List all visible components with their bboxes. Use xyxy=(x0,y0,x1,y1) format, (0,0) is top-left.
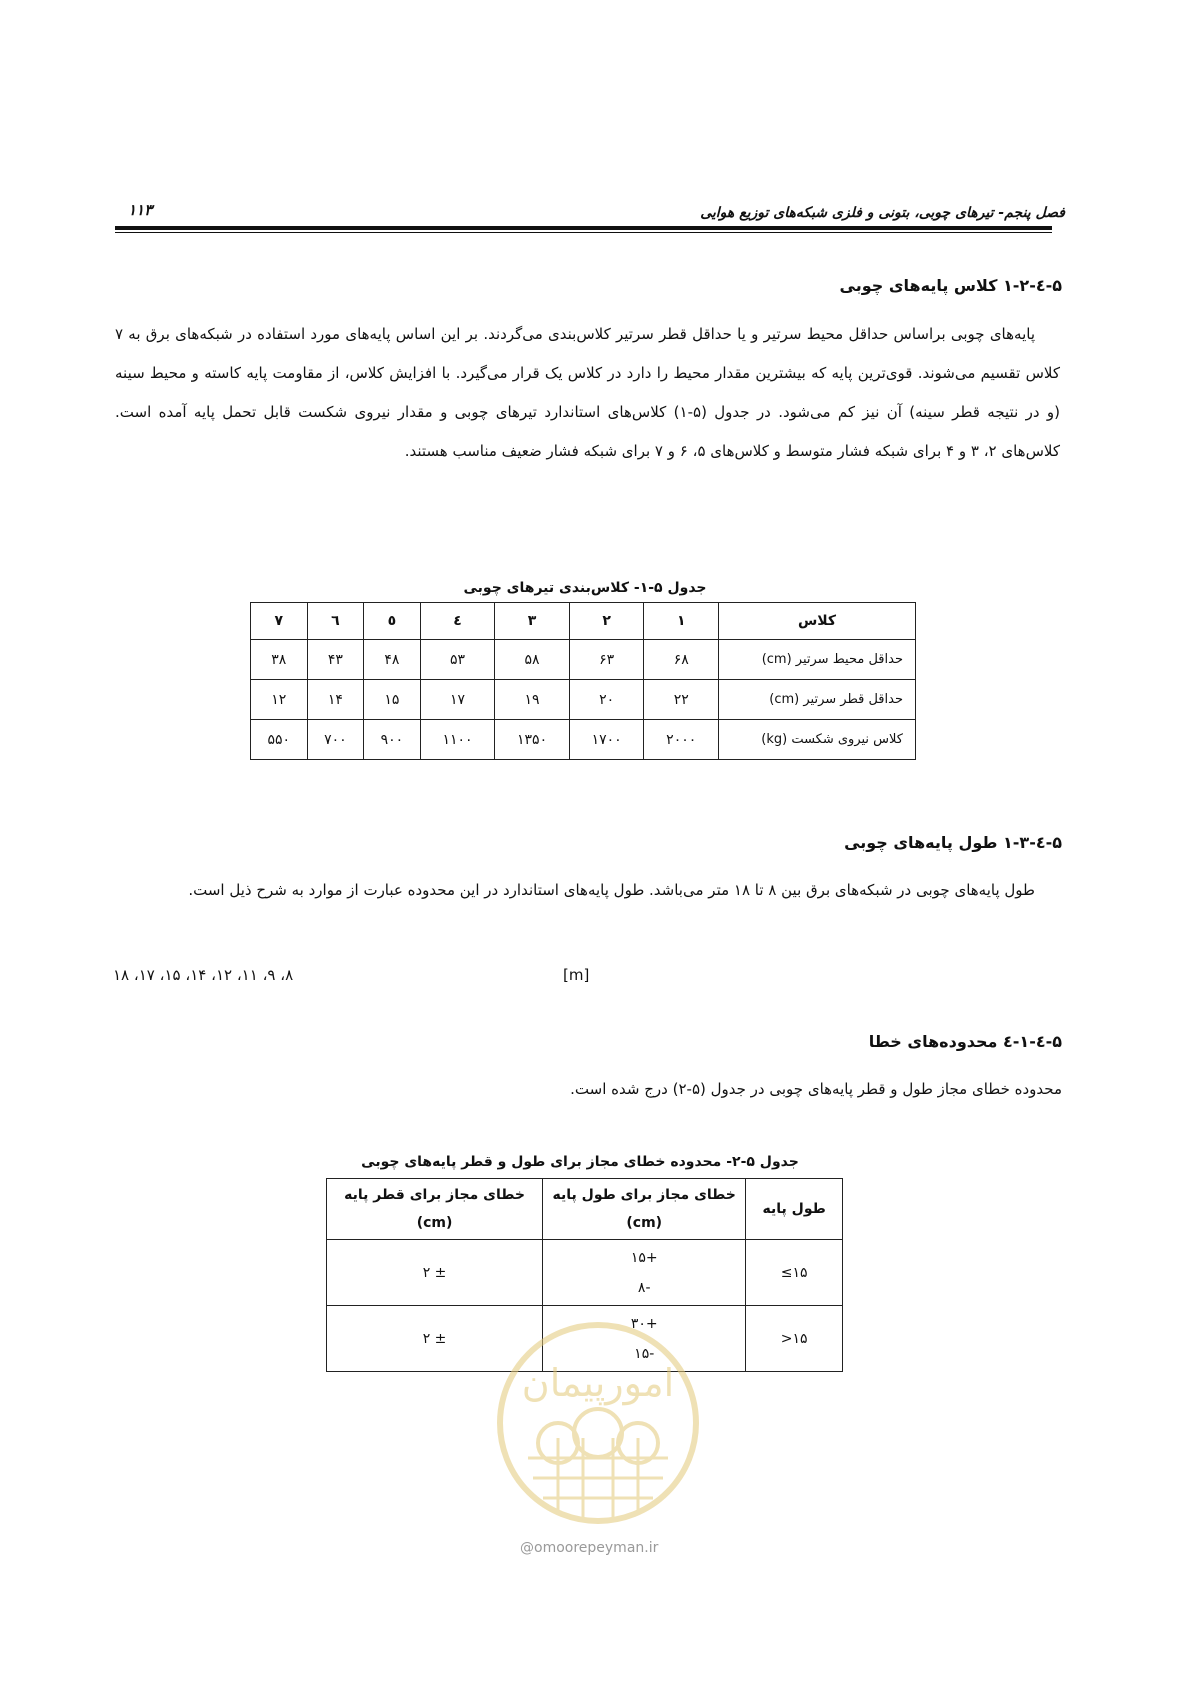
table-cell: ۲۰۰۰ xyxy=(644,720,719,760)
header-text: خطای مجاز برای طول پایه xyxy=(552,1187,736,1203)
table-cell: ۵۵۰ xyxy=(251,720,308,760)
table-cell: ۵۸ xyxy=(495,640,570,680)
table-cell xyxy=(543,1240,746,1306)
paragraph-text: پایه‌های چوبی براساس حداقل محیط سرتیر و یا حداقل قطر سرتیر کلاس‌بندی می‌گردند. بر این اساس پایه‌های مورد استفاده در شبکه‌های برق به ۷ کلاس تقسیم می‌شوند. قوی‌ترین پایه که بیشترین مقدار محیط را دارد در کلاس یک قرار می‌گیرد. با افزایش کلاس، از مقاومت پایه کاسته و محیط سینه (و در نتیجه قطر سینه) آن نیز کم می‌شود. در جدول (۵-۱) کلاس‌های استاندارد تیرهای چوبی و مقدار نیروی شکست قابل تحمل پایه آمده است. کلاس‌های ۲، ۳ و ۴ برای شبکه فشار متوسط و کلاس‌های ۵، ۶ و ۷ برای شبکه فشار ضعیف مناسب هستند. xyxy=(115,325,1061,460)
watermark-site: @omoorepeyman.ir xyxy=(520,1540,659,1556)
table-cell: ۱۵ xyxy=(364,680,421,720)
section-heading-tolerance: ۵-٤-۱-٤ محدوده‌های خطا xyxy=(868,1032,1062,1051)
watermark-ring xyxy=(500,1325,696,1521)
table-row xyxy=(251,640,916,680)
header-rule-thin xyxy=(115,232,1052,233)
table-cell: ۱۷ xyxy=(420,680,495,720)
table-cell: ۷۰۰ xyxy=(307,720,364,760)
section-heading-length: ۵-٤-۱-۳ طول پایه‌های چوبی xyxy=(844,833,1062,852)
table-header-cell: ۱ xyxy=(644,603,719,640)
header-unit: (cm) xyxy=(416,1215,453,1231)
standard-lengths: ۸، ۹، ۱۱، ۱۲، ۱۴، ۱۵، ۱۷، ۱۸ xyxy=(113,966,294,984)
section-paragraph-tolerance: محدوده خطای مجاز طول و قطر پایه‌های چوبی در جدول (۵-۲) درج شده است. xyxy=(570,1080,1062,1098)
table-cell: ۱۵≥ xyxy=(746,1240,843,1306)
table-header-cell: ٦ xyxy=(307,603,364,640)
table-cell: ۲۰ xyxy=(569,680,644,720)
table-cell: ۱۹ xyxy=(495,680,570,720)
class-table xyxy=(250,602,916,760)
table-cell: ۱۲ xyxy=(251,680,308,720)
watermark-logo-text: امورپیمان xyxy=(521,1361,675,1405)
section-paragraph-length xyxy=(115,871,1060,910)
header-text: خطای مجاز برای قطر پایه xyxy=(344,1187,525,1203)
table-cell: ۴۳ xyxy=(307,640,364,680)
table-cell: ۱۱۰۰ xyxy=(420,720,495,760)
table-header-cell: ۲ xyxy=(569,603,644,640)
table-cell: ۱۳۵۰ xyxy=(495,720,570,760)
section-paragraph-class xyxy=(115,315,1060,471)
tolerance-plus: +۱۵ xyxy=(630,1249,658,1266)
length-unit: [m] xyxy=(563,966,590,984)
table2-caption: جدول ۵-۲- محدوده خطای مجاز برای طول و قطر پایه‌های چوبی xyxy=(361,1154,799,1170)
tolerance-minus: -۸ xyxy=(637,1279,651,1296)
table-row-label: حداقل قطر سرتیر (cm) xyxy=(719,680,916,720)
table-header-cell: ۳ xyxy=(495,603,570,640)
table-cell: ۹۰۰ xyxy=(364,720,421,760)
paragraph-text: طول پایه‌های چوبی در شبکه‌های برق بین ۸ تا ۱۸ متر می‌باشد. طول پایه‌های استاندارد در این محدوده عبارت از موارد به شرح ذیل است. xyxy=(188,881,1035,899)
table-header-cell: طول پایه xyxy=(746,1179,843,1240)
page-number: ۱۱۳ xyxy=(128,201,153,219)
table-header-row xyxy=(251,603,916,640)
table-cell: ۳۸ xyxy=(251,640,308,680)
gear-icon xyxy=(574,1409,622,1457)
table-row-label: کلاس نیروی شکست (kg) xyxy=(719,720,916,760)
table-header-cell: کلاس xyxy=(719,603,916,640)
table-row xyxy=(251,680,916,720)
tolerance-plus: +۳۰ xyxy=(630,1315,658,1332)
tolerance-minus: -۱۵ xyxy=(634,1345,655,1362)
table-cell: ۶۳ xyxy=(569,640,644,680)
table-header-cell xyxy=(327,1179,543,1240)
header-rule xyxy=(115,226,1052,230)
table-header-cell: ٥ xyxy=(364,603,421,640)
table-header-cell xyxy=(543,1179,746,1240)
table-cell: ۵۳ xyxy=(420,640,495,680)
table-row xyxy=(327,1240,843,1306)
table-header-cell: ٤ xyxy=(420,603,495,640)
chapter-title: فصل پنجم- تیرهای چوبی، بتونی و فلزی شبکه‌های توزیع هوایی xyxy=(700,205,1065,221)
table-cell: ۲۲ xyxy=(644,680,719,720)
table-header-row xyxy=(327,1179,843,1240)
table-cell: ۶۸ xyxy=(644,640,719,680)
table-cell: ± ۲ xyxy=(327,1306,543,1372)
table-cell: ۱۵< xyxy=(746,1306,843,1372)
table-row-label: حداقل محیط سرتیر (cm) xyxy=(719,640,916,680)
table-row xyxy=(251,720,916,760)
table-cell: ۱۴ xyxy=(307,680,364,720)
watermark-logo xyxy=(488,1315,708,1528)
table-cell: ۴۸ xyxy=(364,640,421,680)
table1-caption: جدول ۵-۱- کلاس‌بندی تیرهای چوبی xyxy=(463,580,707,596)
table-cell: ۱۷۰۰ xyxy=(569,720,644,760)
section-heading-class: ۵-٤-۱-۲ کلاس پایه‌های چوبی xyxy=(839,276,1062,295)
table-cell: ± ۲ xyxy=(327,1240,543,1306)
table-header-cell: ۷ xyxy=(251,603,308,640)
header-unit: (cm) xyxy=(626,1215,663,1231)
